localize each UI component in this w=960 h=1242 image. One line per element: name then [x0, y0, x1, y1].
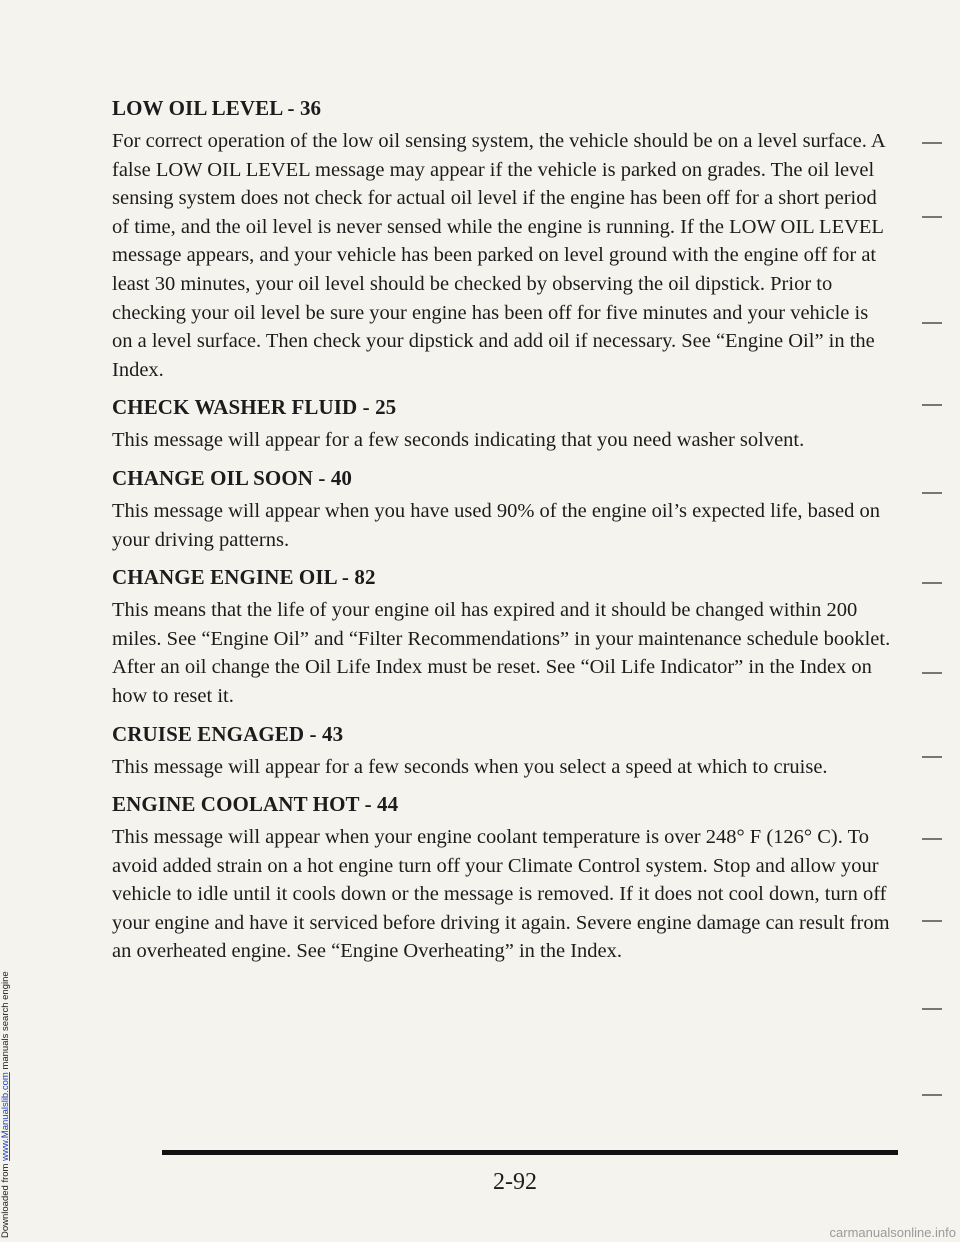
download-banner-text — [0, 0, 12, 1242]
section-heading-change-engine-oil: CHANGE ENGINE OIL - 82 — [112, 565, 376, 590]
margin-mark — [922, 216, 942, 218]
margin-mark — [922, 1008, 942, 1010]
margin-mark — [922, 582, 942, 584]
section-heading-check-washer-fluid: CHECK WASHER FLUID - 25 — [112, 395, 397, 420]
margin-mark — [922, 920, 942, 922]
margin-mark — [922, 322, 942, 324]
section-heading-engine-coolant-hot: ENGINE COOLANT HOT - 44 — [112, 792, 399, 817]
section-body-low-oil-level: For correct operation of the low oil sensing system, the vehicle should be on a level surface. A false LOW OIL LEVEL message may appear if the vehicle is parked on grades. The oil level sensing system does not check for actual oil level if the engine has been off for a short period of time, and the oil level is never sensed while the engine is running. If the LOW OIL LEVEL message appears, and your vehicle has been parked on level ground with the engine off for at least 30 minutes, your oil level should be checked by observing the oil dipstick. Prior to checking your oil level be sure your engine has been off for five minutes and your vehicle is on a level surface. Then check your dipstick and add oil if necessary. See “Engine Oil” in the Index. — [112, 130, 885, 381]
section-body-engine-coolant-hot: This message will appear when your engine coolant temperature is over 248° F (126° C). To avoid added strain on a hot engine turn off your Climate Control system. Stop and allow your vehicle to idle until it cools down or the message is removed. If it does not cool down, turn off your engine and have it serviced before driving it again. Severe engine damage can result from an overheated engine. See “Engine Overheating” in the Index. — [112, 826, 890, 963]
margin-mark — [922, 672, 942, 674]
footer-rule — [162, 1150, 898, 1155]
banner-prefix: Downloaded from — [0, 1160, 11, 1238]
margin-mark — [922, 1094, 942, 1096]
margin-mark — [922, 756, 942, 758]
margin-mark — [922, 142, 942, 144]
section-heading-low-oil-level: LOW OIL LEVEL - 36 — [112, 96, 322, 120]
manualslib-link[interactable]: www.Manualslib.com — [0, 1072, 11, 1161]
margin-mark — [922, 404, 942, 406]
section-body-change-oil-soon: This message will appear when you have used 90% of the engine oil’s expected life, based on your driving patterns. — [112, 499, 880, 551]
section-heading-cruise-engaged: CRUISE ENGAGED - 43 — [112, 721, 344, 746]
watermark: carmanualsonline.info — [829, 1225, 956, 1240]
margin-mark — [922, 838, 942, 840]
section-body-cruise-engaged: This message will appear for a few seconds when you select a speed at which to cruise. — [112, 755, 828, 778]
page-content — [112, 94, 912, 975]
margin-scan-marks — [922, 0, 952, 1242]
page-number: 2-92 — [493, 1169, 537, 1195]
margin-mark — [922, 492, 942, 494]
section-heading-change-oil-soon: CHANGE OIL SOON - 40 — [112, 465, 353, 490]
section-body-change-engine-oil: This means that the life of your engine oil has expired and it should be changed within 200 miles. See “Engine Oil” and “Filter Recommendations” in your maintenance schedule booklet. After an oil change the Oil Life Index must be reset. See “Oil Life Indicator” in the Index on how to reset it. — [112, 599, 891, 707]
download-banner — [0, 0, 12, 1242]
banner-suffix: manuals search engine — [0, 971, 11, 1073]
section-body-check-washer-fluid: This message will appear for a few seconds indicating that you need washer solvent. — [112, 429, 805, 452]
